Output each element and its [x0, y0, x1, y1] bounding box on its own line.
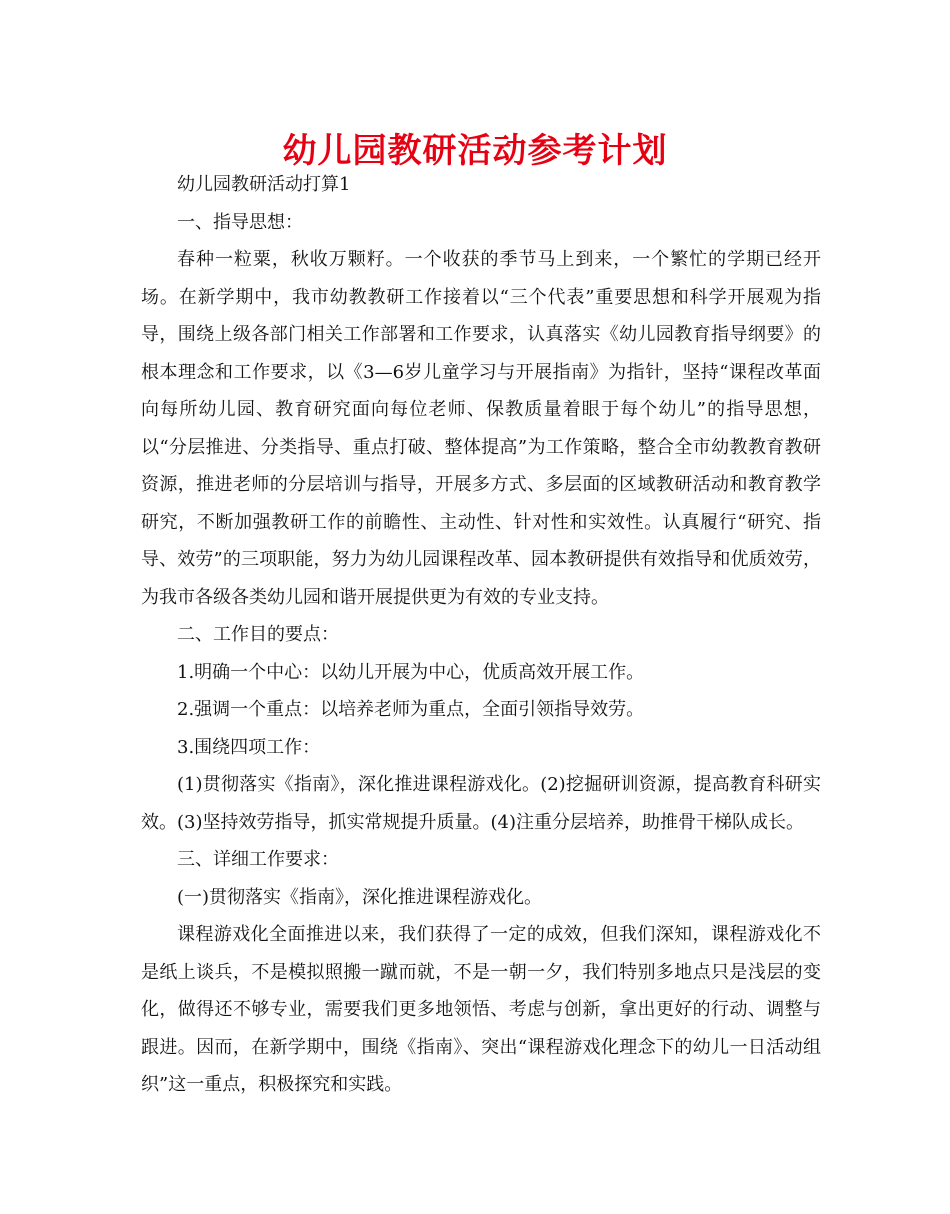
paragraph-point-1: 1.明确一个中心：以幼儿开展为中心，优质高效开展工作。: [177, 661, 645, 683]
paragraph-guiding-thought: 春种一粒粟，秋收万颗籽。一个收获的季节马上到来，一个繁忙的学期已经开场。在新学期中，我市幼教教研工作接着以“三个代表”重要思想和科学开展观为指导，围绕上级各部门相关工作部署和工作要求，认真落实《幼儿园教育指导纲要》的根本理念和工作要求，以《3—6岁儿童学习与开展指南》为指针，坚持“课程改革面向每所幼儿园、教育研究面向每位老师、保教质量着眼于每个幼儿”的指导思想，以“分层推进、分类指导、重点打破、整体提高”为工作策略，整合全市幼教教育教研资源，推进老师的分层培训与指导，开展多方式、多层面的区域教研活动和教育教学研究，不断加强教研工作的前瞻性、主动性、针对性和实效性。认真履行“研究、指导、效劳”的三项职能，努力为幼儿园课程改革、园本教研提供有效指导和优质效劳，为我市各级各类幼儿园和谐开展提供更为有效的专业支持。: [141, 249, 821, 608]
paragraph-curriculum-gamification: 课程游戏化全面推进以来，我们获得了一定的成效，但我们深知，课程游戏化不是纸上谈兵，不是模拟照搬一蹴而就，不是一朝一夕，我们特别多地点只是浅层的变化，做得还不够专业，需要我们更多地领悟、考虑与创新，拿出更好的行动、调整与跟进。因而，在新学期中，围绕《指南》、突出“课程游戏化理念下的幼儿一日活动组织”这一重点，积极探究和实践。: [141, 924, 821, 1095]
paragraph-four-tasks: (1)贯彻落实《指南》，深化推进课程游戏化。(2)挖掘研训资源，提高教育科研实效。(3)坚持效劳指导，抓实常规提升质量。(4)注重分层培养，助推骨干梯队成长。: [141, 774, 821, 833]
paragraph-section-1-heading: 一、指导思想：: [177, 211, 303, 233]
paragraph-point-3: 3.围绕四项工作：: [177, 736, 321, 758]
paragraph-subsection-1-heading: (一)贯彻落实《指南》，深化推进课程游戏化。: [177, 886, 543, 908]
paragraph-section-2-heading: 二、工作目的要点：: [177, 624, 339, 645]
document-body: [141, 166, 821, 1104]
paragraph-plan-heading: 幼儿园教研活动打算1: [177, 174, 351, 195]
paragraph-section-3-heading: 三、详细工作要求：: [177, 849, 339, 870]
paragraph-point-2: 2.强调一个重点：以培养老师为重点，全面引领指导效劳。: [177, 699, 645, 720]
document-title: 幼儿园教研活动参考计划: [282, 131, 668, 171]
